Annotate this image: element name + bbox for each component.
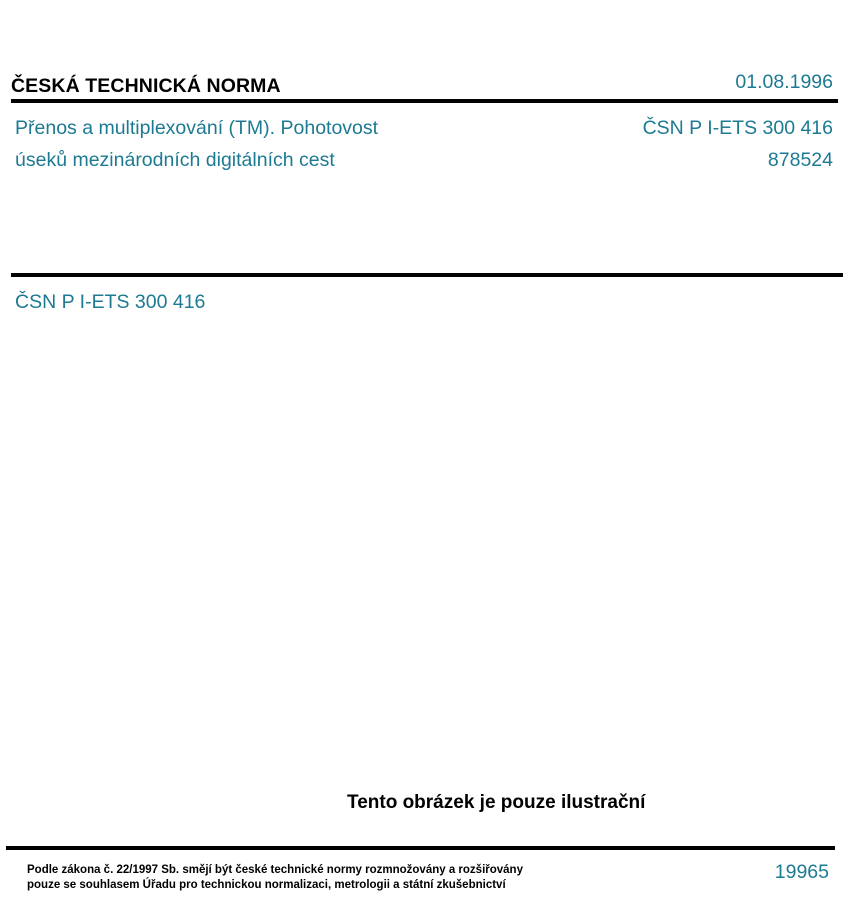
illustration-notice: Tento obrázek je pouze ilustrační [347,792,646,813]
standard-title-line-1: Přenos a multiplexování (TM). Pohotovost [15,117,379,139]
standard-header-title: ČESKÁ TECHNICKÁ NORMA [11,75,281,97]
section-divider [11,273,843,277]
publication-date: 01.08.1996 [735,71,833,93]
legal-notice [27,863,523,893]
header-divider [11,99,838,103]
legal-notice-line-1: Podle zákona č. 22/1997 Sb. smějí být české technické normy rozmnožovány a rozšiřovány [27,864,523,876]
standard-designation-repeat: ČSN P I-ETS 300 416 [15,291,206,313]
classification-code: 878524 [767,149,833,171]
footer-divider [6,846,835,850]
standard-designation: ČSN P I-ETS 300 416 [642,117,833,139]
legal-notice-line-2: pouze se souhlasem Úřadu pro technickou normalizaci, metrologii a státní zkušebnictví [27,879,506,891]
standard-title-line-2: úseků mezinárodních digitálních cest [15,149,335,171]
catalog-number: 19965 [774,861,829,883]
